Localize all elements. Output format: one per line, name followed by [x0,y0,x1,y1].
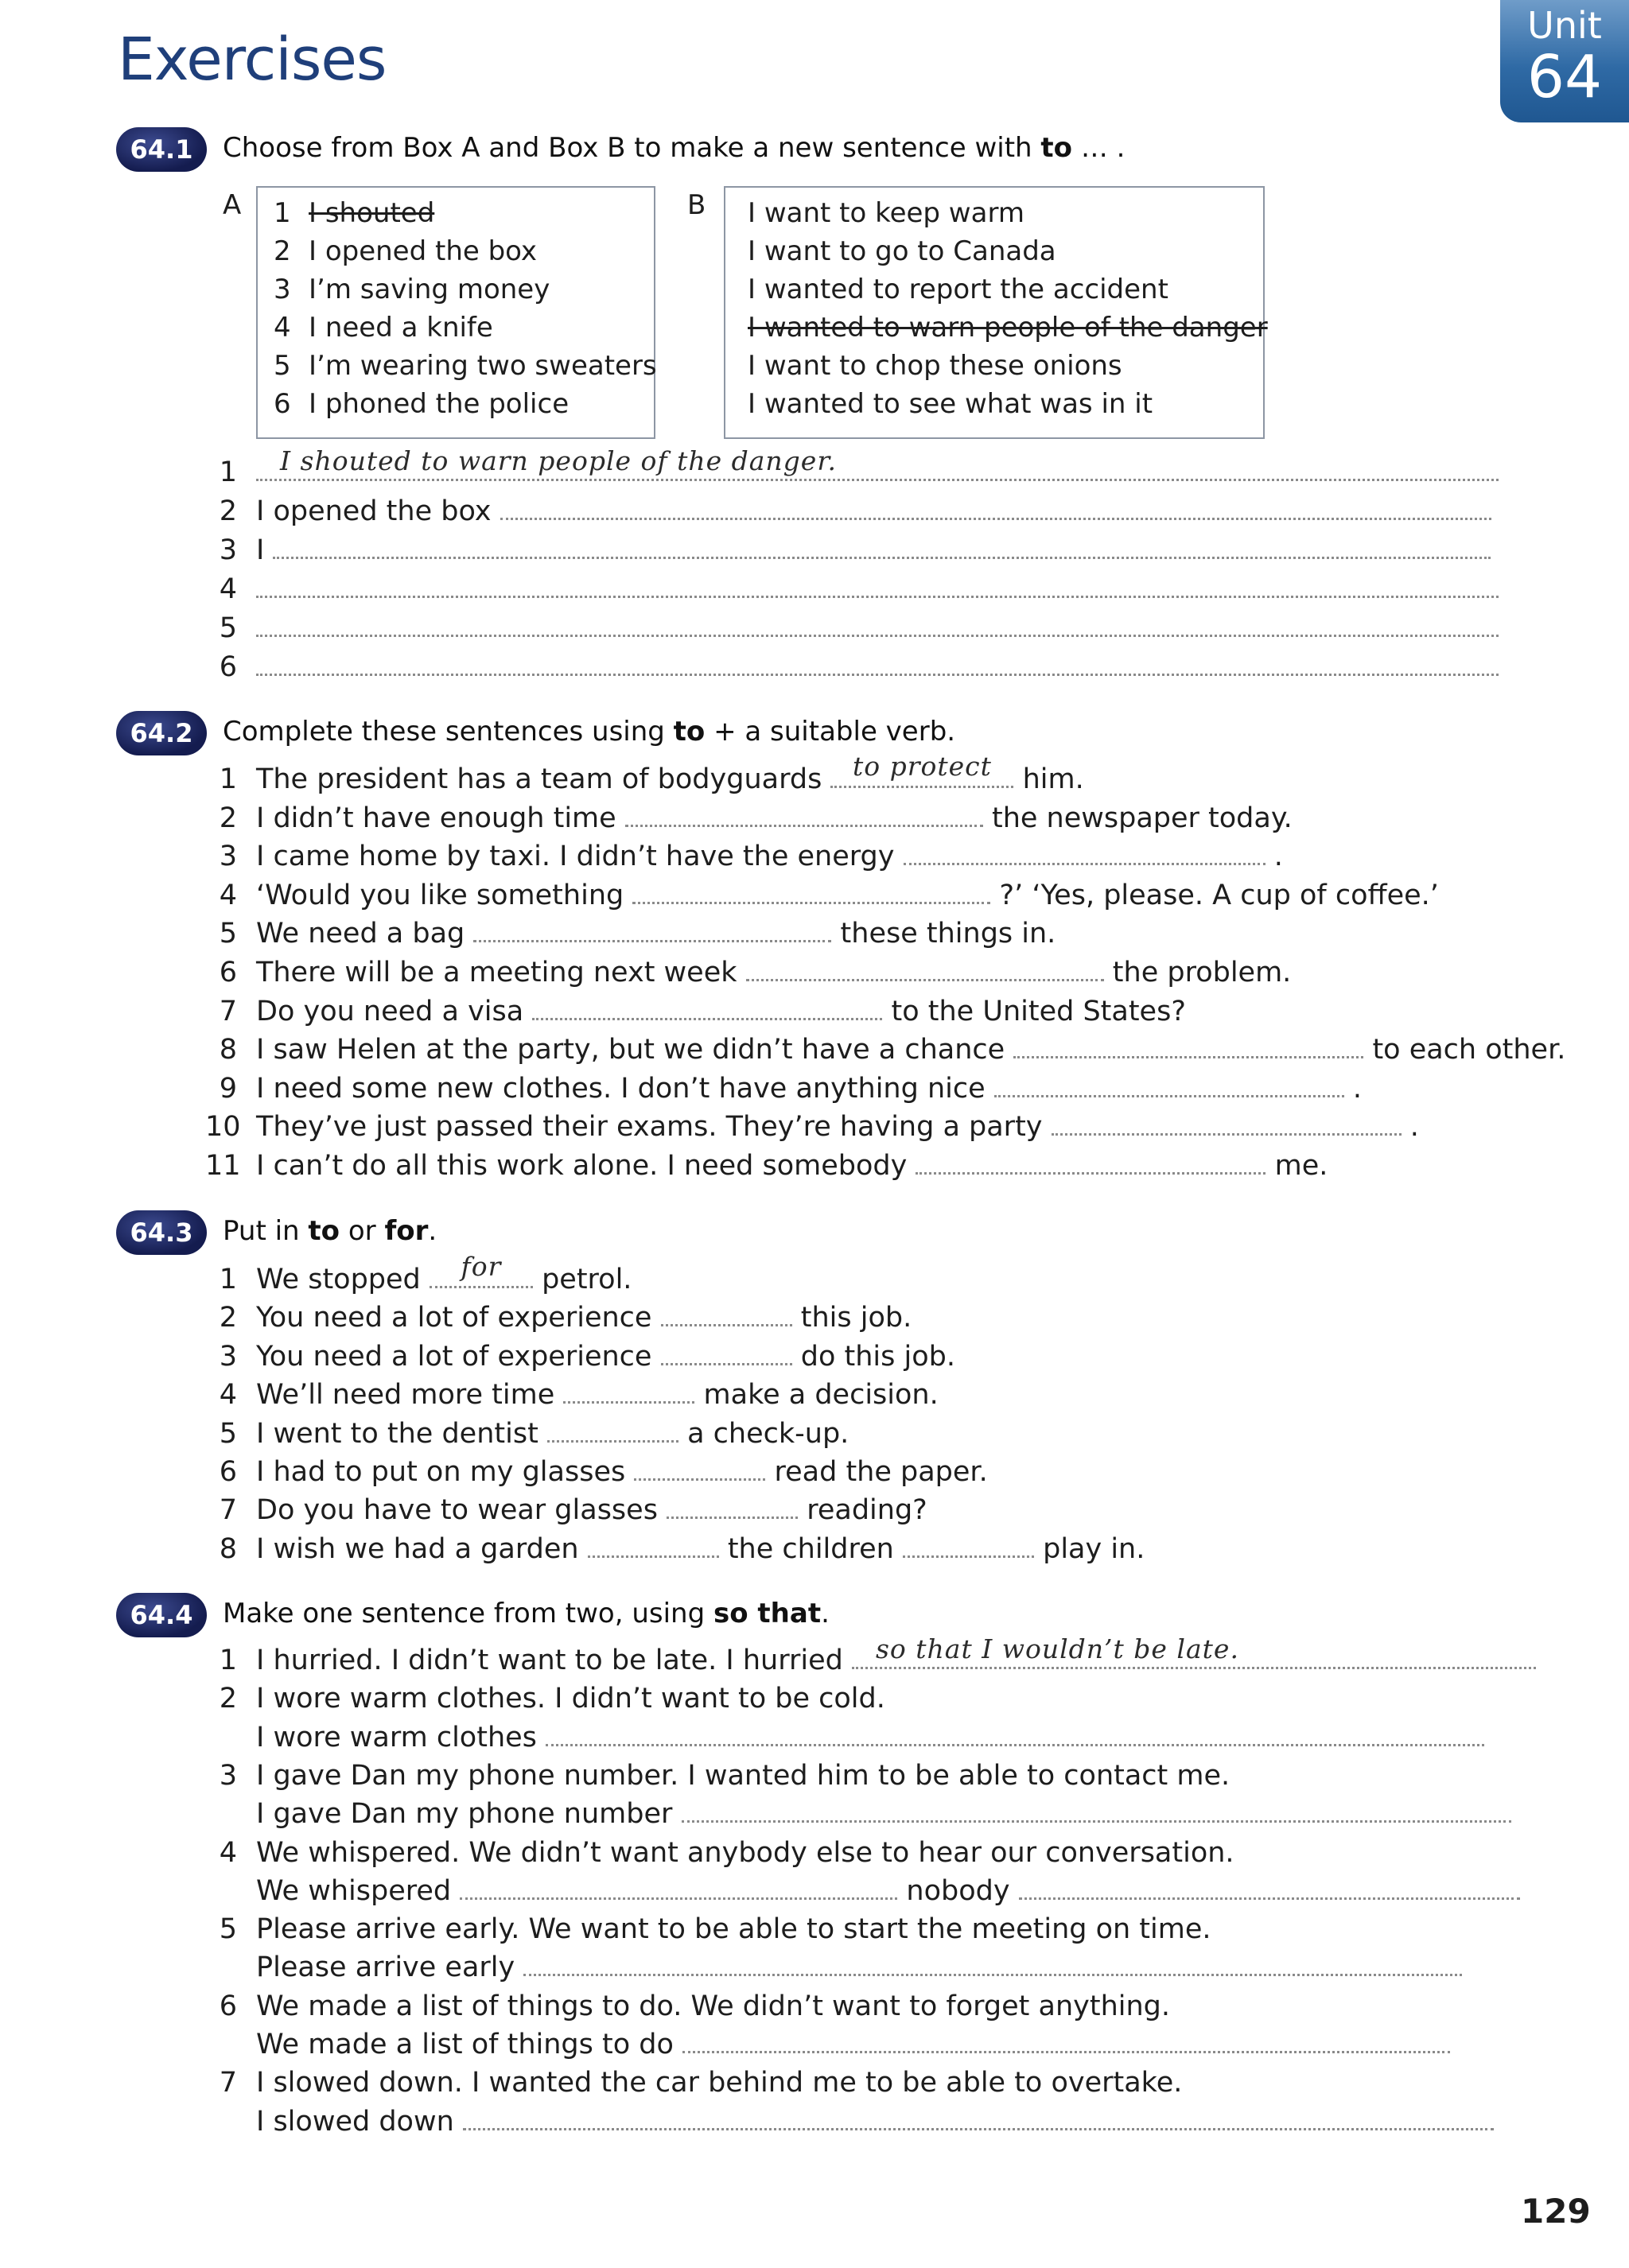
question-line [256,1681,885,1716]
answer-line [256,533,1491,568]
sentence-line [256,1032,1565,1067]
sentence-start: The president has a team of bodyguards [256,763,822,795]
sentence-start: I went to the dentist [256,1417,538,1450]
answer-line [256,650,1499,685]
sentence-line [256,801,1293,836]
box-a-item-text: I’m wearing two sweaters [309,350,657,382]
sentence-start: Do you have to wear glasses [256,1494,658,1527]
item-number: 5 [219,1417,237,1450]
box-b-item: I want to keep warm [748,197,1024,229]
sentence-line [256,839,1283,874]
answer-blank[interactable] [1013,1032,1363,1058]
answer-blank[interactable] [904,839,1265,865]
handwritten-answer: I shouted to warn people of the danger. [280,445,837,476]
answer-blank[interactable] [1052,1109,1402,1136]
sentence-end: to the United States? [891,995,1186,1027]
item-number: 6 [219,1456,237,1488]
item-number: 1 [219,456,237,488]
sentence-start: I didn’t have enough time [256,802,616,834]
sentence-line [256,1300,912,1335]
box-a-item [274,388,569,420]
item-number: 4 [219,879,237,911]
box-a-item-number: 3 [274,274,291,305]
question-text: I gave Dan my phone number. I wanted him to be able to contact me. [256,1759,1230,1792]
item-number: 6 [219,957,237,988]
answer-prefix: We whispered [256,1874,452,1907]
answer-blank[interactable] [830,751,1013,788]
box-a-item [274,235,537,267]
box-a-item-text: I shouted [309,197,435,229]
exercise-badge-64-1: 64.1 [116,127,207,172]
box-a-item [274,274,550,305]
sentence-line [256,955,1291,990]
item-number: 6 [219,651,237,683]
sentence-line [256,1339,955,1374]
sentence-end: the newspaper today. [991,802,1293,834]
answer-line [256,1796,1511,1831]
item-number: 5 [219,1913,237,1946]
box-a-item-number: 5 [274,350,291,382]
answer-blank[interactable] [463,2104,1495,2130]
box-a-item-number: 6 [274,388,291,420]
item-number: 6 [219,1990,237,2022]
item-number: 1 [219,1645,237,1676]
sentence-start: I had to put on my glasses [256,1456,626,1488]
sentence-line [256,751,1084,797]
item-number: 9 [219,1072,237,1105]
answer-line [256,2027,1450,2062]
sentence-end: me. [1274,1150,1328,1182]
sentence-end: reading? [807,1494,927,1527]
answer-blank[interactable] [500,494,1491,520]
box-a-item-text: I’m saving money [309,274,550,305]
answer-prefix: We made a list of things to do [256,2029,674,2060]
sentence-line [256,1251,632,1297]
answer-blank[interactable] [661,1339,792,1365]
sentence-line [256,994,1186,1029]
question-text: I slowed down. I wanted the car behind me to be able to overtake. [256,2067,1183,2099]
page-number: 129 [1521,2192,1591,2231]
answer-blank[interactable] [473,916,831,942]
sentence-end: a check-up. [687,1417,849,1450]
box-a-item [274,350,657,382]
item-number: 5 [219,612,237,644]
item-number: 2 [219,495,237,527]
sentence-start: I need some new clothes. I don’t have anything nice [256,1072,986,1105]
answer-middle: nobody [906,1874,1010,1907]
box-b-item: I want to go to Canada [748,235,1056,267]
page-title: Exercises [118,25,387,94]
exercise-instruction-64-4: Make one sentence from two, using so that. [223,1598,830,1629]
box-b-item: I want to chop these onions [748,350,1122,382]
sentence-start: You need a lot of experience [256,1340,652,1373]
sentence-end: to each other. [1372,1034,1566,1066]
sentence-start: I wish we had a garden [256,1532,579,1565]
question-text: I hurried. I didn’t want to be late. I hurried [256,1645,843,1676]
sentence-line [256,878,1439,913]
answer-prefix: I slowed down [256,2105,454,2138]
answer-line [256,611,1499,646]
answer-blank[interactable] [916,1148,1265,1175]
box-b-item: I wanted to report the accident [748,274,1168,305]
item-number: 2 [219,1683,237,1715]
sentence-end: make a decision. [703,1379,939,1412]
item-number: 1 [219,763,237,795]
sentence-line [256,1416,849,1451]
sentence-end: the children [727,1532,894,1565]
sentence-line [256,1377,939,1412]
sentence-start: Do you need a visa [256,995,524,1027]
sentence-line [256,1493,927,1528]
exercise-badge-64-2: 64.2 [116,711,207,755]
question-line [256,1912,1211,1947]
answer-prefix: I gave Dan my phone number [256,1798,673,1831]
item-number: 10 [205,1111,241,1144]
answer-blank[interactable] [273,533,1491,559]
item-number: 1 [219,1264,237,1295]
sentence-start: We stopped [256,1264,421,1295]
sentence-end: . [1352,1072,1363,1105]
item-number: 2 [219,802,237,834]
question-text: Please arrive early. We want to be able to start the meeting on time. [256,1913,1211,1946]
answer-blank[interactable] [546,1720,1484,1746]
box-a-label: A [223,189,242,221]
box-b-item: I wanted to see what was in it [748,388,1153,420]
sentence-start: They’ve just passed their exams. They’re having a party [256,1111,1043,1144]
sentence-start: There will be a meeting next week [256,957,737,988]
answer-blank[interactable] [1019,1874,1520,1900]
exercise-badge-64-4: 64.4 [116,1593,207,1637]
question-text: I wore warm clothes. I didn’t want to be cold. [256,1683,885,1715]
answer-blank[interactable] [460,1874,897,1900]
answer-prefix: I [256,534,265,566]
question-line [256,2065,1182,2100]
item-number: 7 [219,2067,237,2099]
sentence-end: do this job. [800,1340,955,1373]
answer-blank[interactable] [682,1796,1511,1823]
exercise-badge-64-3: 64.3 [116,1210,207,1255]
answer-blank[interactable] [563,1377,694,1404]
answer-line [256,572,1499,607]
sentence-start: I came home by taxi. I didn’t have the energy [256,841,895,873]
item-number: 3 [219,1340,237,1373]
handwritten-answer: so that I wouldn’t be late. [875,1633,1239,1664]
answer-prefix: I opened the box [256,495,492,527]
box-b-item: I wanted to warn people of the danger [748,312,1268,344]
item-number: 7 [219,1494,237,1527]
answer-blank[interactable] [661,1300,792,1326]
unit-number: 64 [1526,43,1603,111]
sentence-end: this job. [800,1302,912,1334]
answer-line [256,2104,1494,2139]
box-a-item-text: I phoned the police [309,388,570,420]
answer-blank[interactable] [256,650,1499,676]
box-a-item [274,197,434,229]
answer-blank[interactable] [632,878,990,904]
box-b-label: B [687,189,706,221]
question-text: We whispered. We didn’t want anybody else to hear our conversation. [256,1836,1234,1869]
item-number: 4 [219,1836,237,1869]
sentence-end: . [1409,1111,1419,1144]
answer-blank[interactable] [532,994,882,1020]
sentence-line [256,1071,1362,1106]
answer-blank[interactable] [523,1950,1462,1976]
exercise-instruction-64-3: Put in to or for. [223,1215,437,1247]
item-number: 7 [219,995,237,1027]
answer-prefix: I wore warm clothes [256,1721,537,1753]
answer-blank[interactable] [547,1416,678,1443]
box-a-item-number: 4 [274,312,291,344]
sentence-end: ?’ ‘Yes, please. A cup of coffee.’ [999,879,1439,911]
item-number: 4 [219,1379,237,1412]
answer-blank[interactable] [625,801,983,827]
answer-blank[interactable] [430,1251,533,1288]
sentence-line [256,1148,1328,1183]
box-a-item-number: 1 [274,197,291,229]
question-line [256,1835,1234,1870]
sentence-start: I can’t do all this work alone. I need somebody [256,1150,908,1182]
answer-line [256,494,1491,529]
answer-blank[interactable] [994,1071,1344,1097]
answer-line [256,1874,1520,1909]
answer-blank[interactable] [667,1493,798,1519]
box-a-item-number: 2 [274,235,291,267]
sentence-end: petrol. [542,1264,632,1295]
answer-blank[interactable] [852,1633,1536,1669]
question-line [256,1989,1170,2024]
item-number: 11 [205,1150,241,1182]
exercise-instruction-64-1: Choose from Box A and Box B to make a new sentence with to … . [223,132,1126,164]
sentence-start: I saw Helen at the party, but we didn’t have a chance [256,1034,1005,1066]
sentence-line [256,1109,1419,1144]
answer-line [256,1950,1462,1985]
sentence-end: him. [1022,763,1084,795]
answer-blank[interactable] [634,1454,765,1481]
box-a-item-text: I opened the box [309,235,538,267]
answer-blank[interactable] [903,1532,1034,1558]
answer-blank[interactable] [256,445,1499,481]
answer-blank[interactable] [588,1532,719,1558]
sentence-end: . [1273,841,1283,873]
answer-blank[interactable] [256,572,1499,598]
item-number: 3 [219,534,237,566]
item-number: 8 [219,1034,237,1066]
item-number: 5 [219,918,237,950]
handwritten-answer: for [461,1251,502,1282]
box-a-item [274,312,493,344]
handwritten-answer: to protect [853,751,992,782]
question-line [256,1758,1230,1793]
answer-blank[interactable] [256,611,1499,637]
item-number: 8 [219,1532,237,1565]
sentence-start: You need a lot of experience [256,1302,652,1334]
item-number: 3 [219,841,237,873]
unit-label: Unit [1527,4,1602,47]
question-line [256,1633,1536,1678]
sentence-end: read the paper. [774,1456,988,1488]
answer-line [256,1720,1484,1755]
item-number: 4 [219,573,237,605]
item-number: 3 [219,1759,237,1792]
sentence-end: these things in. [840,918,1056,950]
answer-blank[interactable] [682,2027,1450,2053]
question-text: We made a list of things to do. We didn’t want to forget anything. [256,1990,1171,2022]
answer-line [256,445,1499,490]
sentence-line [256,916,1056,951]
sentence-line [256,1532,1145,1567]
sentence-line [256,1454,988,1489]
sentence-start: ‘Would you like something [256,879,624,911]
sentence-start: We’ll need more time [256,1379,555,1412]
answer-blank[interactable] [746,955,1104,981]
box-a-item-text: I need a knife [309,312,493,344]
answer-prefix: Please arrive early [256,1951,515,1984]
sentence-start: We need a bag [256,918,465,950]
unit-tab [1500,0,1629,122]
item-number: 2 [219,1302,237,1334]
sentence-end: the problem. [1112,957,1292,988]
sentence-end-2: play in. [1043,1532,1145,1565]
exercise-instruction-64-2: Complete these sentences using to + a suitable verb. [223,716,956,748]
